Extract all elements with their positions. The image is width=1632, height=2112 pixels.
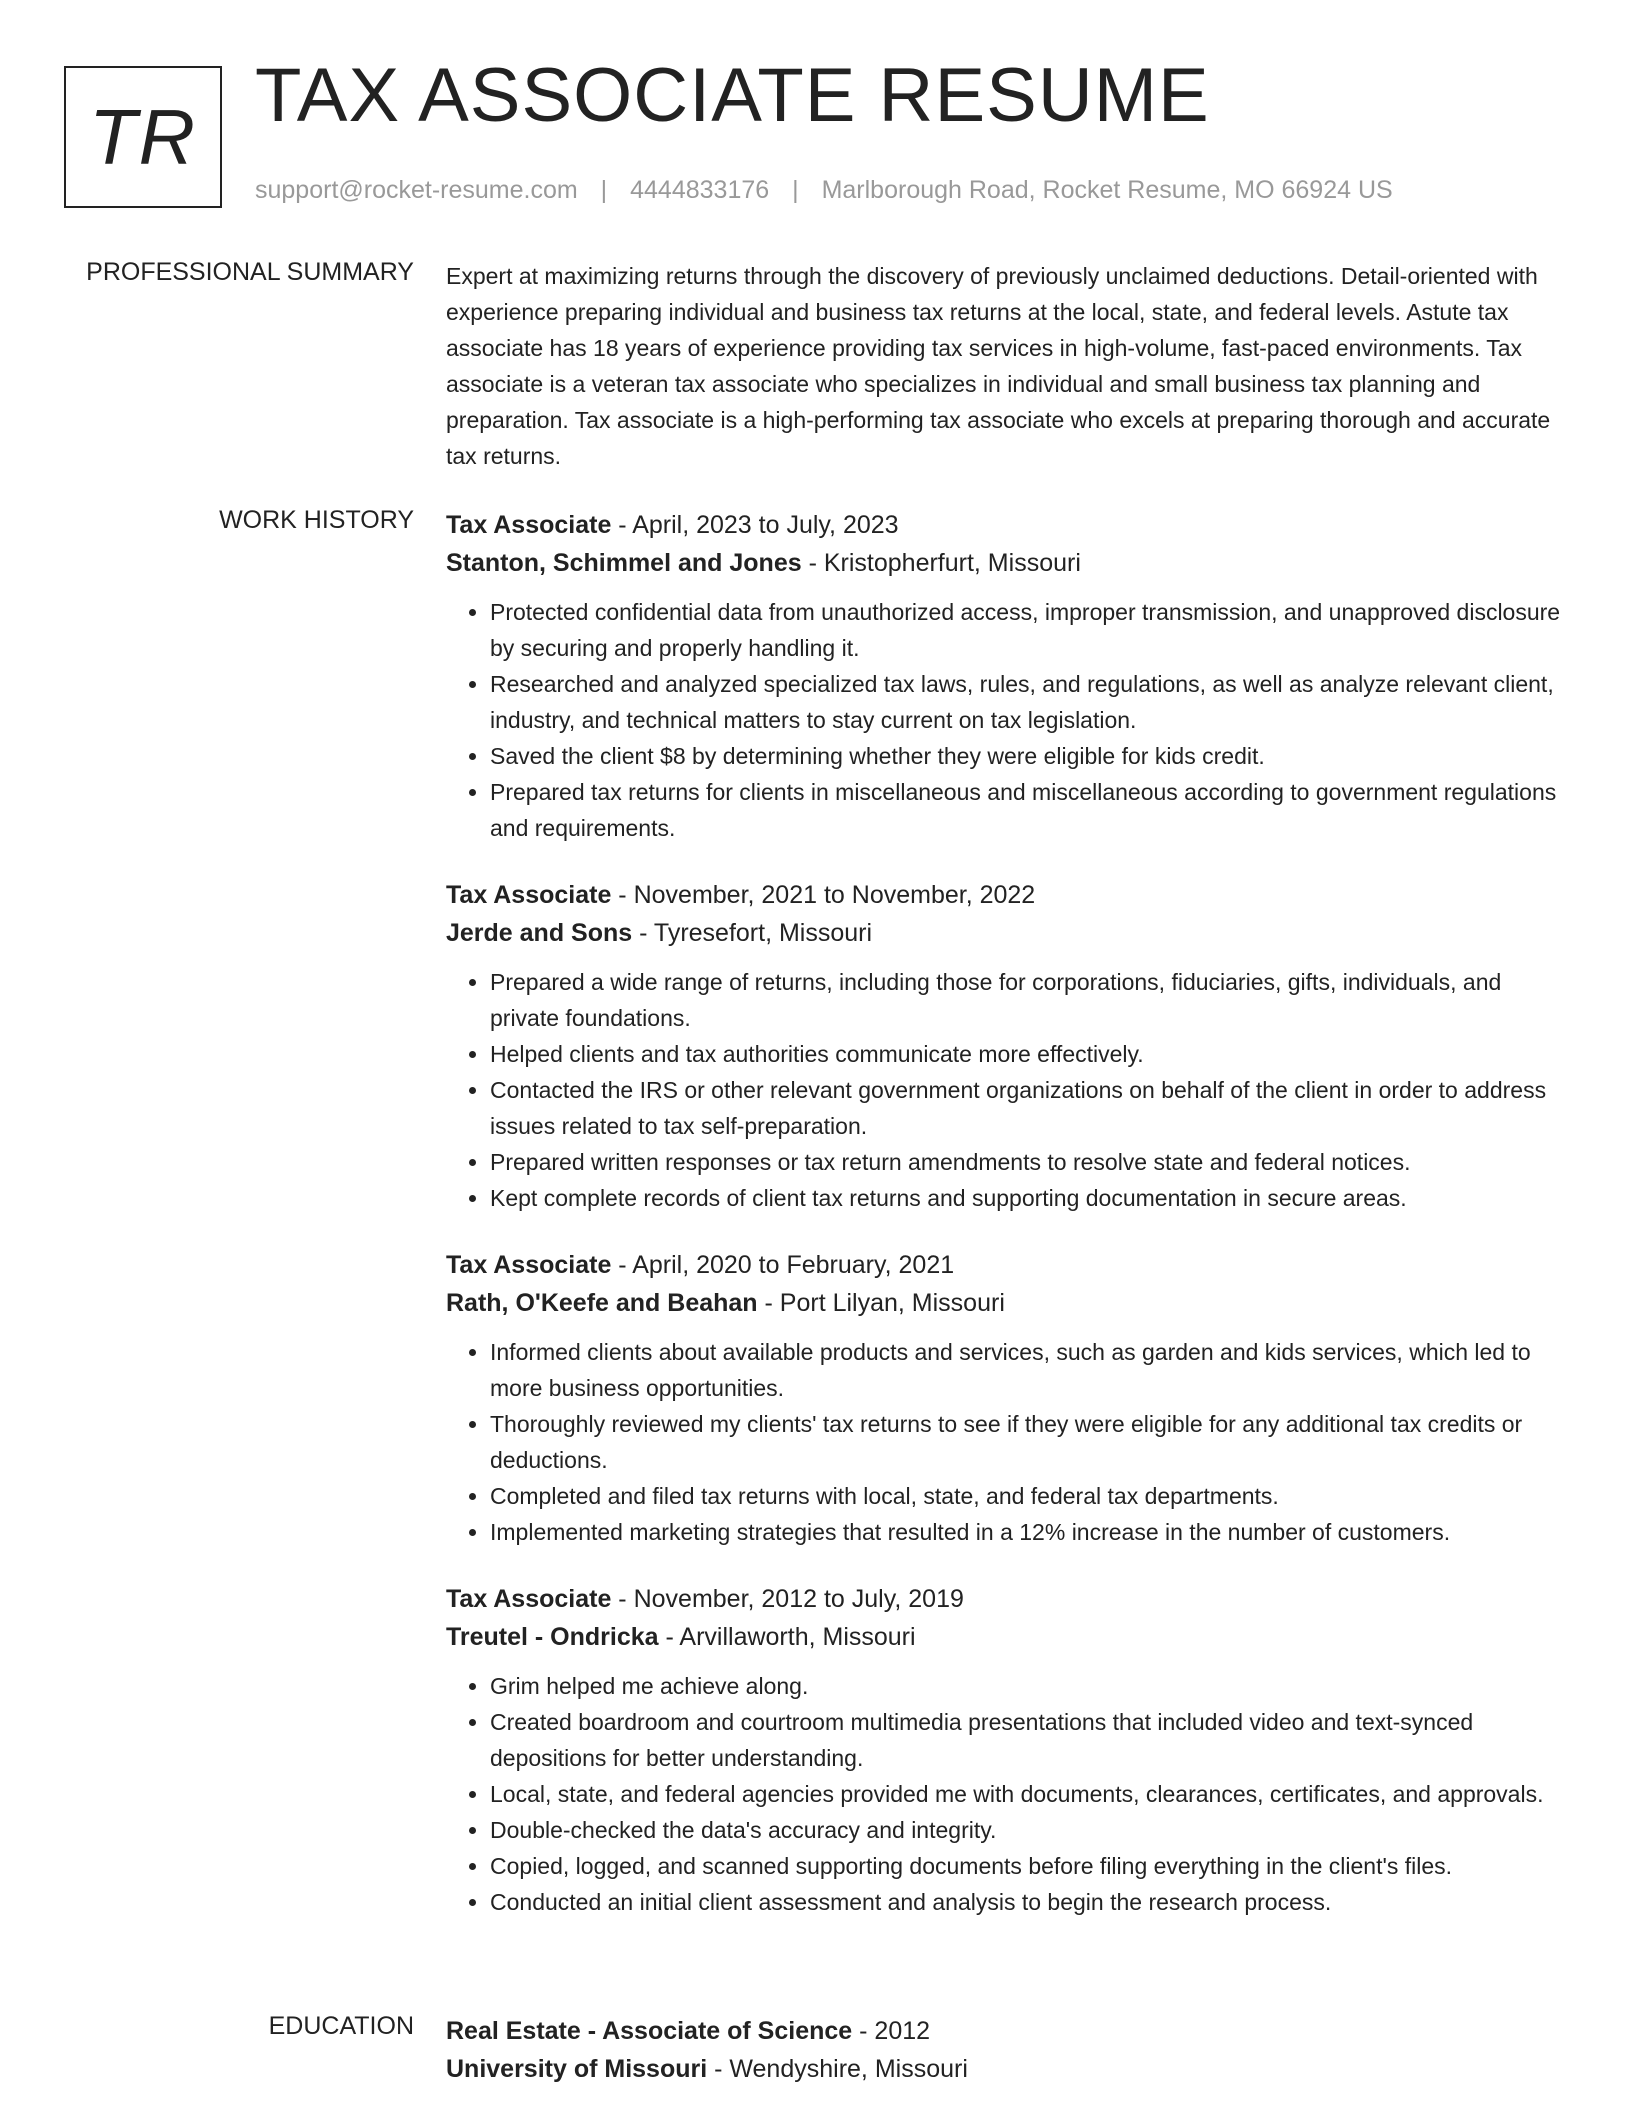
job-bullet: • Prepared tax returns for clients in miscellaneous and miscellaneous according to government regulations and requirements. — [490, 774, 1562, 846]
job-title: Tax Associate — [446, 1251, 612, 1279]
section-label-education: EDUCATION — [268, 2012, 414, 2040]
job-title: Tax Associate — [446, 511, 612, 539]
section-label-work-history: WORK HISTORY — [219, 506, 414, 534]
education-degree-line — [446, 2012, 1562, 2050]
job-bullet: • Helped clients and tax authorities communicate more effectively. — [490, 1036, 1562, 1072]
job-company: Stanton, Schimmel and Jones — [446, 549, 802, 577]
job-company: Rath, O'Keefe and Beahan — [446, 1289, 758, 1317]
job-company-line — [446, 1284, 1562, 1322]
job-bullet: • Researched and analyzed specialized tax laws, rules, and regulations, as well as analyze relevant client, industry, and technical matters to stay current on tax legislation. — [490, 666, 1562, 738]
section-label-summary: PROFESSIONAL SUMMARY — [86, 258, 414, 286]
job-company-line — [446, 1618, 1562, 1656]
contact-separator: | — [600, 176, 608, 204]
job-bullet: • Completed and filed tax returns with local, state, and federal tax departments. — [490, 1478, 1562, 1514]
work-history-body — [446, 506, 1562, 1950]
job-dates: - April, 2020 to February, 2021 — [611, 1251, 955, 1279]
monogram-logo: TR — [64, 66, 222, 208]
job-bullets — [446, 594, 1562, 846]
job-company-line — [446, 544, 1562, 582]
job-bullet: • Protected confidential data from unauthorized access, improper transmission, and unapproved disclosure by securing and properly handling it. — [490, 594, 1562, 666]
job-bullets — [446, 1334, 1562, 1550]
contact-email: support@rocket-resume.com — [255, 176, 578, 204]
job-bullet: • Created boardroom and courtroom multimedia presentations that included video and text-synced depositions for better understanding. — [490, 1704, 1562, 1776]
job-dates: - November, 2012 to July, 2019 — [611, 1585, 964, 1613]
summary-text: Expert at maximizing returns through the discovery of previously unclaimed deductions. Detail-oriented with experience preparing individual and business tax returns at the local, state, and federal levels. Astute tax associate has 18 years of experience providing tax services in high-volume, fast-paced environments. Tax associate is a veteran tax associate who specializes in individual and small business tax planning and preparation. Tax associate is a high-performing tax associate who excels at preparing thorough and accurate tax returns. — [446, 263, 1551, 469]
education-year: - 2012 — [852, 2017, 931, 2045]
job-bullet: • Double-checked the data's accuracy and integrity. — [490, 1812, 1562, 1848]
job-bullets — [446, 1668, 1562, 1920]
job-title-line — [446, 1580, 1562, 1618]
job-location: - Tyresefort, Missouri — [632, 919, 873, 947]
job-entry — [446, 506, 1562, 846]
job-company-line — [446, 914, 1562, 952]
job-bullet: • Contacted the IRS or other relevant government organizations on behalf of the client in order to address issues related to tax self-preparation. — [490, 1072, 1562, 1144]
contact-address: Marlborough Road, Rocket Resume, MO 66924 US — [821, 176, 1393, 204]
job-dates: - November, 2021 to November, 2022 — [611, 881, 1036, 909]
contact-phone: 4444833176 — [630, 176, 770, 204]
job-bullet: • Local, state, and federal agencies provided me with documents, clearances, certificates, and approvals. — [490, 1776, 1562, 1812]
job-bullet: • Prepared a wide range of returns, including those for corporations, fiduciaries, gifts, individuals, and private foundations. — [490, 964, 1562, 1036]
education-school: University of Missouri — [446, 2055, 708, 2083]
summary-body — [446, 258, 1562, 474]
education-degree: Real Estate - Associate of Science — [446, 2017, 853, 2045]
job-location: - Port Lilyan, Missouri — [757, 1289, 1005, 1317]
job-bullet: • Informed clients about available products and services, such as garden and kids services, which led to more business opportunities. — [490, 1334, 1562, 1406]
job-entry — [446, 1246, 1562, 1550]
job-bullet: • Prepared written responses or tax return amendments to resolve state and federal notices. — [490, 1144, 1562, 1180]
job-location: - Kristopherfurt, Missouri — [801, 549, 1081, 577]
job-entry — [446, 1580, 1562, 1920]
job-bullet: • Thoroughly reviewed my clients' tax returns to see if they were eligible for any additional tax credits or deductions. — [490, 1406, 1562, 1478]
contact-separator: | — [792, 176, 799, 204]
contact-line — [255, 176, 1393, 205]
education-body — [446, 2012, 1562, 2088]
job-company: Jerde and Sons — [446, 919, 633, 947]
job-bullets — [446, 964, 1562, 1216]
education-school-line — [446, 2050, 1562, 2088]
job-bullet: • Grim helped me achieve along. — [490, 1668, 1562, 1704]
job-title: Tax Associate — [446, 881, 612, 909]
job-title-line — [446, 876, 1562, 914]
job-company: Treutel - Ondricka — [446, 1623, 659, 1651]
job-bullet: • Kept complete records of client tax returns and supporting documentation in secure areas. — [490, 1180, 1562, 1216]
job-bullet: • Saved the client $8 by determining whether they were eligible for kids credit. — [490, 738, 1562, 774]
job-bullet: • Copied, logged, and scanned supporting documents before filing everything in the client's files. — [490, 1848, 1562, 1884]
job-dates: - April, 2023 to July, 2023 — [611, 511, 899, 539]
job-entry — [446, 876, 1562, 1216]
job-title: Tax Associate — [446, 1585, 612, 1613]
job-title-line — [446, 1246, 1562, 1284]
job-bullet: • Conducted an initial client assessment and analysis to begin the research process. — [490, 1884, 1562, 1920]
job-location: - Arvillaworth, Missouri — [658, 1623, 916, 1651]
job-bullet: • Implemented marketing strategies that resulted in a 12% increase in the number of customers. — [490, 1514, 1562, 1550]
resume-title: TAX ASSOCIATE RESUME — [255, 53, 1210, 138]
job-title-line — [446, 506, 1562, 544]
education-location: - Wendyshire, Missouri — [707, 2055, 968, 2083]
